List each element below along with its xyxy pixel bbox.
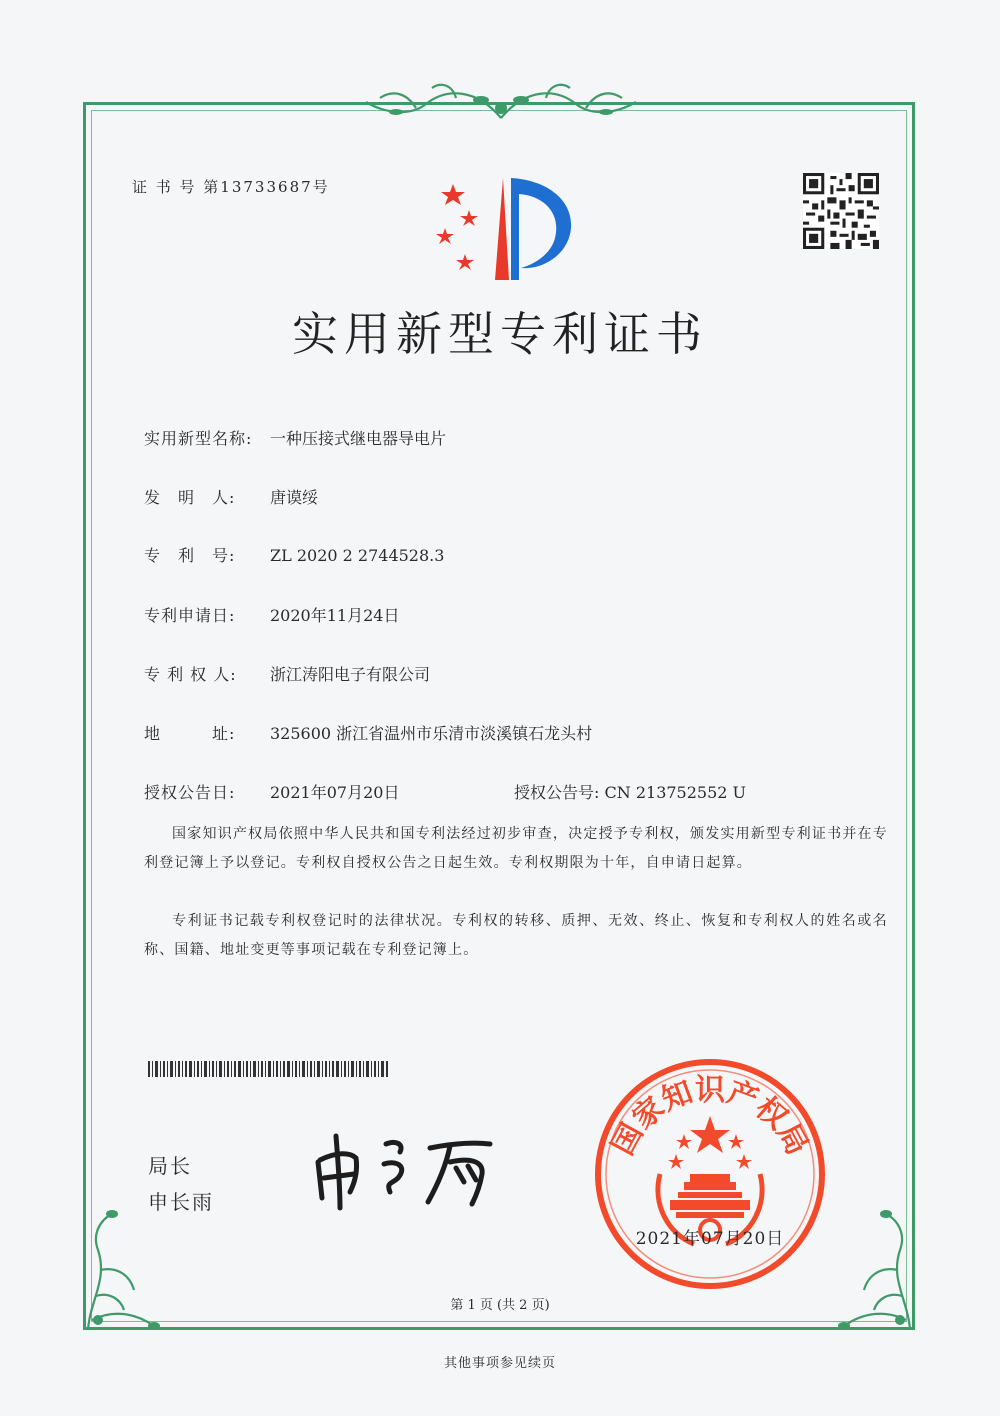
certificate-number: 证 书 号 第13733687号 [132, 178, 330, 196]
legal-paragraph-1: 国家知识产权局依照中华人民共和国专利法经过初步审查，决定授予专利权，颁发实用新型专利证书并在专利登记簿上予以登记。专利权自授权公告之日起生效。专利权期限为十年，自申请日起算。 [144, 826, 888, 871]
field-publication-no-label: 授权公告号: [514, 783, 600, 802]
field-address-value: 325600 浙江省温州市乐清市淡溪镇石龙头村 [270, 724, 593, 743]
field-grant-date-value: 2021年07月20日 [270, 783, 400, 802]
director-title: 局长 [148, 1154, 192, 1178]
director-name: 申长雨 [148, 1190, 214, 1214]
field-filing-date-value: 2020年11月24日 [270, 606, 400, 625]
field-patent-no-value: ZL 2020 2 2744528.3 [270, 546, 445, 565]
certificate-title: 实用新型专利证书 [292, 307, 708, 361]
bottom-right-ornament-icon [830, 1200, 920, 1340]
footer-note: 其他事项参见续页 [443, 1356, 556, 1371]
field-grant-date [144, 780, 399, 803]
field-inventor [144, 485, 318, 508]
field-publication-no-value: CN 213752552 U [604, 783, 747, 802]
seal-date: 2021年07月20日 [635, 1229, 785, 1249]
bottom-left-ornament-icon [78, 1200, 168, 1340]
qr-code-icon [803, 173, 879, 249]
field-name [144, 426, 446, 449]
field-address [144, 721, 592, 744]
field-grant-date-label: 授权公告日: [144, 783, 236, 802]
field-name-value: 一种压接式继电器导电片 [270, 429, 447, 448]
signature-icon [300, 1122, 520, 1212]
field-patentee [144, 662, 430, 685]
field-filing-date [144, 603, 399, 626]
field-patentee-value: 浙江涛阳电子有限公司 [270, 665, 431, 684]
field-name-label: 实用新型名称: [144, 429, 253, 448]
barcode-icon [148, 1061, 388, 1077]
page-number: 第 1 页 (共 2 页) [450, 1298, 550, 1313]
top-ornament-icon [356, 78, 646, 130]
field-address-label: 地 址: [144, 724, 236, 743]
field-publication-no [514, 780, 746, 803]
field-patentee-label: 专 利 权 人: [144, 665, 237, 684]
field-patent-no-label: 专 利 号: [144, 546, 236, 565]
cnipa-logo-icon [425, 170, 585, 290]
field-filing-date-label: 专利申请日: [144, 606, 236, 625]
field-inventor-value: 唐谟绥 [270, 488, 319, 507]
official-seal-icon [590, 1054, 830, 1294]
field-patent-no [144, 543, 444, 566]
seal-text: 国家知识产权局 [605, 1073, 815, 1161]
field-inventor-label: 发 明 人: [144, 488, 236, 507]
legal-paragraph-2: 专利证书记载专利权登记时的法律状况。专利权的转移、质押、无效、终止、恢复和专利权人的姓名或名称、国籍、地址变更等事项记载在专利登记簿上。 [144, 913, 888, 958]
